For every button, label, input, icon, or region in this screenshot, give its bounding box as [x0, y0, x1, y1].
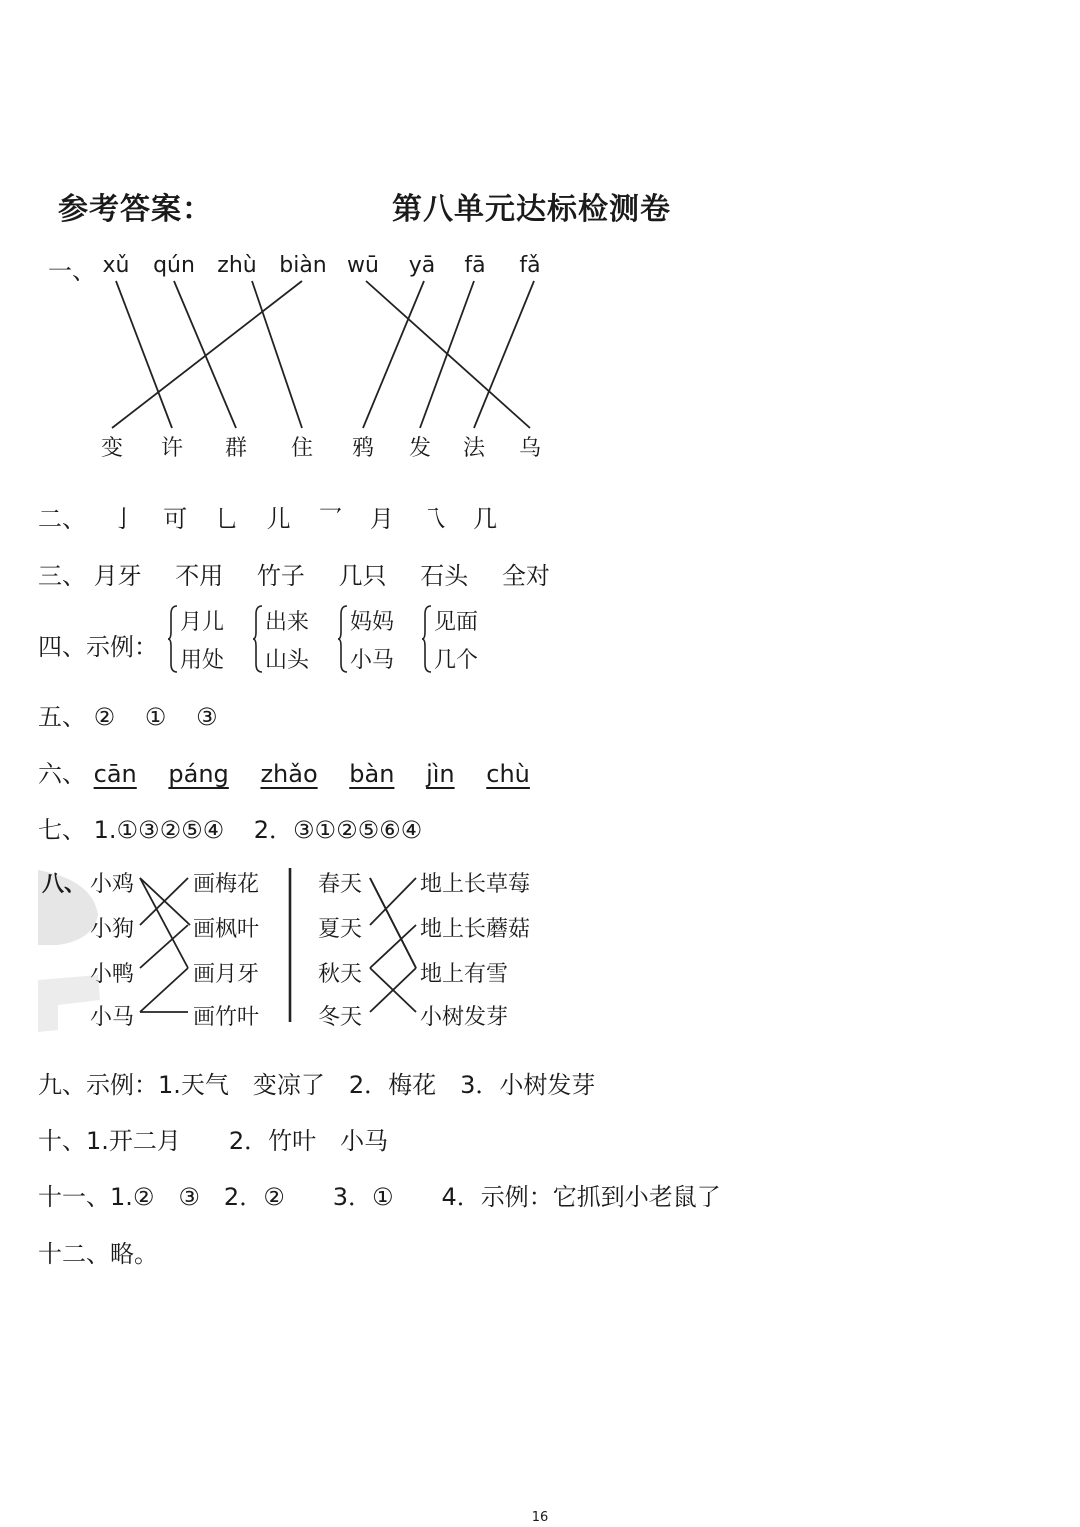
q8-animal: 小马	[90, 1005, 135, 1030]
answer-label: 参考答案：	[58, 192, 213, 227]
brace-icon	[422, 604, 432, 674]
q1-pinyin: wū	[347, 253, 379, 278]
q4-pair	[168, 604, 238, 682]
q11-answer: 1.② ③ 2．② 3．① 4．示例：它抓到小老鼠了	[110, 1183, 721, 1211]
q9-row	[38, 1065, 595, 1100]
q1-pinyin: fā	[464, 253, 486, 278]
q1-hanzi: 群	[224, 436, 248, 461]
q6-pinyin: cān	[93, 760, 137, 788]
q3-word: 不用	[175, 562, 224, 590]
q1-hanzi: 鸦	[351, 436, 375, 461]
q2-stroke: 可	[163, 505, 188, 533]
q8-drawing: 画梅花	[193, 872, 260, 897]
q6-number: 六、	[38, 760, 86, 788]
page-number: 16	[531, 1510, 549, 1525]
q9-number: 九、	[38, 1071, 86, 1099]
q2-stroke: 儿	[266, 505, 291, 533]
q11-number: 十一、	[38, 1183, 110, 1211]
q12-number: 十二、	[38, 1240, 110, 1268]
q4-pair-top: 妈妈	[350, 610, 395, 635]
q6-pinyin: bàn	[349, 760, 395, 788]
q1-hanzi: 住	[290, 436, 314, 461]
q3-row	[38, 556, 550, 591]
q1-hanzi: 法	[462, 436, 486, 461]
q4-pair-bottom: 几个	[434, 648, 479, 673]
q6-row	[38, 754, 530, 789]
q2-stroke: 几	[473, 505, 498, 533]
q1-hanzi: 许	[160, 436, 184, 461]
q9-answer: 示例：1.天气 变凉了 2．梅花 3．小树发芽	[86, 1071, 596, 1099]
q4-pair-top: 月儿	[180, 610, 225, 635]
q11-row	[38, 1177, 721, 1212]
q2-row	[38, 499, 497, 534]
q2-stroke: 乛	[318, 505, 343, 533]
q7-part1: 1.①③②⑤④	[93, 816, 225, 844]
q5-answer: ②	[93, 703, 116, 731]
q8-animal: 小狗	[90, 917, 135, 942]
q8-drawing: 画枫叶	[193, 917, 260, 942]
q8-scene: 地上长蘑菇	[420, 917, 531, 942]
q8-scene: 地上有雪	[420, 962, 509, 987]
q8-scene: 小树发芽	[420, 1005, 509, 1030]
q3-word: 几只	[338, 562, 387, 590]
q8-season: 秋天	[318, 962, 363, 987]
q1-hanzi: 乌	[518, 436, 542, 461]
page-title: 第八单元达标检测卷	[392, 192, 671, 227]
q4-number: 四、示例：	[38, 633, 158, 661]
q4-pair-bottom: 用处	[180, 648, 225, 673]
q3-number: 三、	[38, 562, 86, 590]
q5-answer: ①	[144, 703, 167, 731]
q2-stroke: 乁	[421, 505, 446, 533]
q1-hanzi: 变	[100, 436, 124, 461]
q3-word: 石头	[420, 562, 469, 590]
q1-pinyin: zhù	[217, 253, 257, 278]
q8-season: 夏天	[318, 917, 363, 942]
q2-stroke: 亅	[111, 505, 136, 533]
q8-animal: 小鸡	[90, 872, 135, 897]
brace-icon	[338, 604, 348, 674]
q5-answer: ③	[195, 703, 218, 731]
q4-pair	[422, 604, 492, 682]
q3-word: 月牙	[93, 562, 142, 590]
q3-word: 全对	[501, 562, 550, 590]
q1-pinyin: fǎ	[519, 253, 541, 278]
q6-pinyin: zhǎo	[260, 760, 318, 788]
q10-answer: 1.开二月 2．竹叶 小马	[86, 1127, 389, 1155]
q8-season: 冬天	[318, 1005, 363, 1030]
q7-number: 七、	[38, 816, 86, 844]
q8-drawing: 画竹叶	[193, 1005, 260, 1030]
q1-pinyin: biàn	[279, 253, 327, 278]
q1-match-lines	[0, 0, 1080, 480]
q4-pair-bottom: 山头	[265, 648, 310, 673]
q12-row	[38, 1234, 158, 1269]
q6-pinyin: jìn	[426, 760, 455, 788]
q8-number: 八、	[42, 871, 87, 897]
q7-part2: 2．③①②⑤⑥④	[253, 816, 423, 844]
q8-scene: 地上长草莓	[420, 872, 531, 897]
q2-stroke: 月	[369, 505, 394, 533]
q4-pair-top: 出来	[265, 610, 310, 635]
q6-pinyin: páng	[168, 760, 229, 788]
q1-pinyin: yā	[408, 253, 436, 278]
q1-hanzi: 发	[408, 436, 432, 461]
q8-animal: 小鸭	[90, 962, 135, 987]
brace-icon	[168, 604, 178, 674]
q5-number: 五、	[38, 703, 86, 731]
q10-row	[38, 1121, 388, 1156]
q8-match-lines	[0, 850, 600, 1040]
q2-stroke: 乚	[214, 505, 239, 533]
q7-row	[38, 810, 422, 845]
q12-answer: 略。	[110, 1240, 158, 1268]
q4-pair-top: 见面	[434, 610, 479, 635]
q3-word: 竹子	[256, 562, 305, 590]
q6-pinyin: chù	[486, 760, 530, 788]
q4-pair-bottom: 小马	[350, 648, 395, 673]
q2-number: 二、	[38, 505, 86, 533]
q1-pinyin: xǔ	[102, 253, 130, 278]
q4-pair	[253, 604, 323, 682]
q1-pinyin: qún	[153, 253, 195, 278]
q4-pair	[338, 604, 408, 682]
q8-drawing: 画月牙	[193, 962, 260, 987]
brace-icon	[253, 604, 263, 674]
q1-number: 一、	[48, 257, 96, 285]
q8-season: 春天	[318, 872, 363, 897]
q10-number: 十、	[38, 1127, 86, 1155]
q5-row	[38, 697, 217, 732]
